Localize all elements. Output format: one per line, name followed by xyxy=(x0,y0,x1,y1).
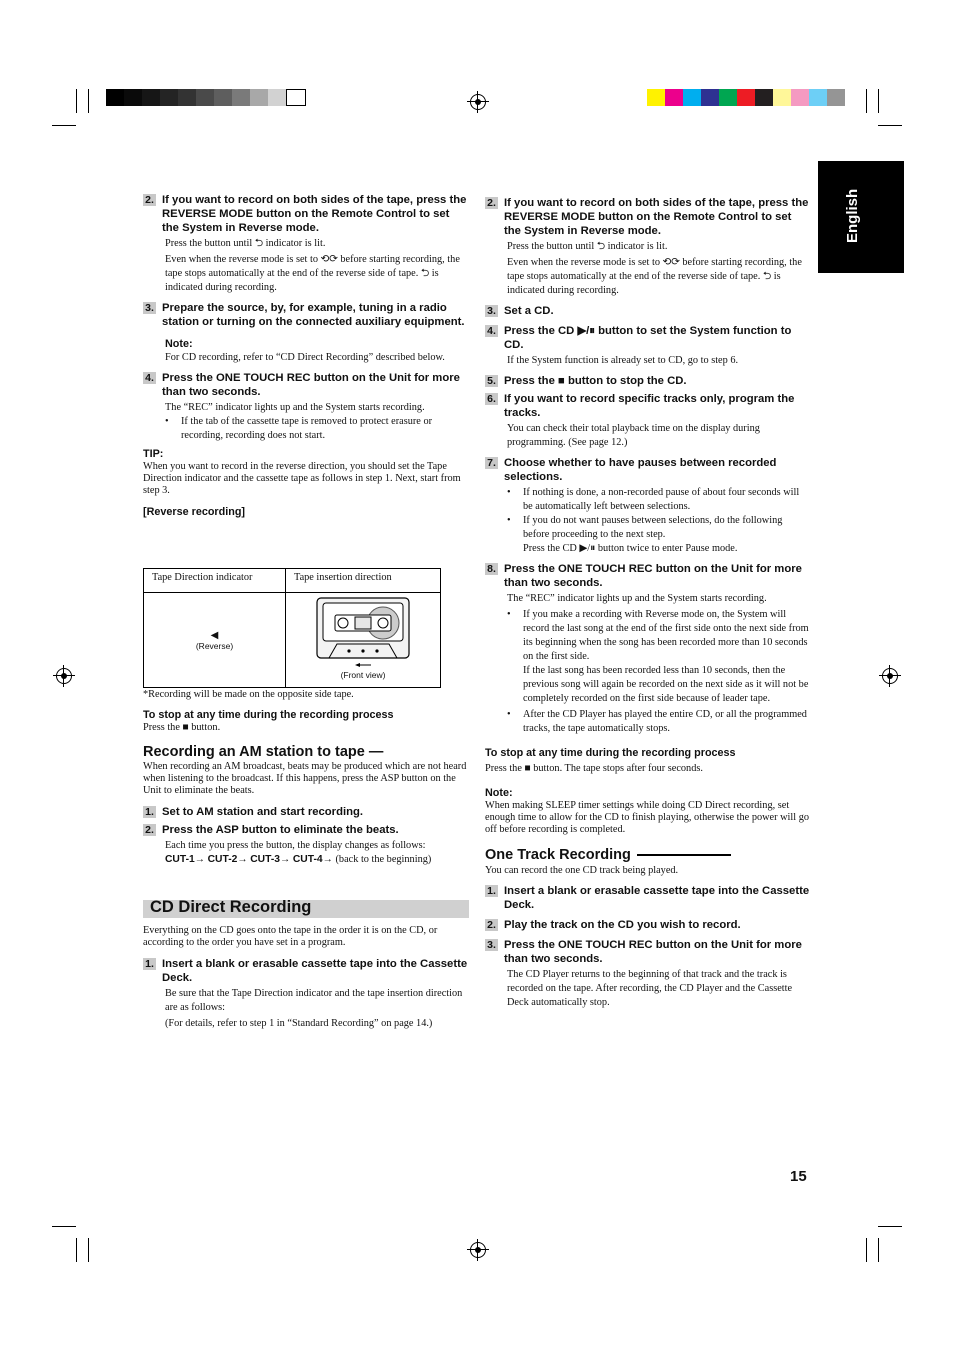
note-label: Note: xyxy=(165,338,193,350)
reverse-recording-label: [Reverse recording] xyxy=(143,506,246,518)
left-step-3: 3. Prepare the source, by, for example, tuning in a radio station or turning on the connected auxiliary equipment. xyxy=(143,301,469,329)
one-track-step-3: 3. Press the ONE TOUCH REC button on the Unit for more than two seconds. xyxy=(485,938,811,966)
tip-label: TIP: xyxy=(143,448,164,460)
text: Even when the reverse mode is set to ⟲⟳ before starting recording, the tape stops automatically at the end of the reverse side of tape. ⮌ is indicated during recording. xyxy=(165,254,460,293)
reverse-caption: (Reverse) xyxy=(195,640,234,651)
left-step-4: 4. Press the ONE TOUCH REC button on the Unit for more than two seconds. xyxy=(143,371,469,399)
text: If the System function is already set to CD, go to step 6. xyxy=(507,355,739,366)
right-step-8: 8. Press the ONE TOUCH REC button on the Unit for more than two seconds. xyxy=(485,562,811,590)
page-number: 15 xyxy=(790,1168,807,1185)
text: Press the button until ⮌ indicator is lit. xyxy=(507,241,668,252)
table-header: Tape insertion direction xyxy=(286,569,441,593)
right-step-4: 4. Press the CD ▶/⏸ button to set the System function to CD. xyxy=(485,324,811,352)
text: Each time you press the button, the display changes as follows: xyxy=(165,840,426,851)
stop-title: To stop at any time during the recording process xyxy=(143,709,394,721)
left-column xyxy=(143,193,469,519)
language-label: English xyxy=(844,188,861,243)
cd-direct-heading-bar xyxy=(143,900,469,918)
cd-direct-section xyxy=(143,925,469,1031)
text: The “REC” indicator lights up and the System starts recording. xyxy=(165,402,425,413)
registration-mark-left xyxy=(56,668,72,684)
registration-mark-top xyxy=(470,94,486,110)
am-step-2: 2. Press the ASP button to eliminate the beats. xyxy=(143,823,469,837)
one-track-intro: You can record the one CD track being played. xyxy=(485,865,679,876)
text: The “REC” indicator lights up and the System starts recording. xyxy=(507,593,767,604)
text: The CD Player returns to the beginning of that track and the track is recorded on the tape. After recording, the CD Player and the Cassette Deck automatically stop. xyxy=(507,969,793,1008)
text: (For details, refer to step 1 in “Standard Recording” on page 14.) xyxy=(165,1018,433,1029)
tip-text: When you want to record in the reverse direction, you should set the Tape Direction indicator and the cassette tape as follows in step 1. Next, start from step 3. xyxy=(143,461,461,496)
tape-insertion-cell xyxy=(286,593,441,688)
right-step-6: 6. If you want to record specific tracks only, program the tracks. xyxy=(485,392,811,420)
stop-text: Press the ■ button. The tape stops after four seconds. xyxy=(485,763,703,774)
reverse-recording-table xyxy=(143,568,441,688)
text: Even when the reverse mode is set to ⟲⟳ before starting recording, the tape stops automatically at the end of the reverse side of tape. ⮌ is indicated during recording. xyxy=(507,257,802,296)
text: You can check their total playback time on the display during programming. (See page 12.) xyxy=(507,423,760,448)
left-step-2: 2. If you want to record on both sides of the tape, press the REVERSE MODE button on the Remote Control to set the System in Reverse mode. xyxy=(143,193,469,235)
one-track-step-1: 1. Insert a blank or erasable cassette tape into the Cassette Deck. xyxy=(485,884,811,912)
registration-mark-bottom xyxy=(470,1242,486,1258)
am-step-1: 1. Set to AM station and start recording. xyxy=(143,805,469,819)
cd-intro: Everything on the CD goes onto the tape in the order it is on the CD, or according to the order you have set in a program. xyxy=(143,925,438,948)
front-view-caption: (Front view) xyxy=(340,670,386,680)
footnote: *Recording will be made on the opposite side tape. xyxy=(143,689,354,700)
text: Press the button until ⮌ indicator is lit. xyxy=(165,238,326,249)
cassette-tape-icon xyxy=(315,597,411,667)
bullet: • If you do not want pauses between selections, do the following before proceeding to the next step. xyxy=(485,514,811,542)
text: Be sure that the Tape Direction indicator and the tape insertion direction are as follows: xyxy=(165,988,463,1013)
am-heading: Recording an AM station to tape — xyxy=(143,744,384,760)
right-step-5: 5. Press the ■ button to stop the CD. xyxy=(485,374,811,388)
stop-text: Press the ■ button. xyxy=(143,722,221,733)
tape-direction-cell xyxy=(144,593,286,688)
right-column xyxy=(485,196,811,1010)
text: Press the CD ▶/⏸ button twice to enter Pause mode. xyxy=(523,543,738,554)
registration-mark-right xyxy=(882,668,898,684)
right-step-7: 7. Choose whether to have pauses between recorded selections. xyxy=(485,456,811,484)
reverse-arrow-icon: ◀ xyxy=(210,629,219,641)
table-header: Tape Direction indicator xyxy=(144,569,286,593)
left-column-lower xyxy=(143,688,469,867)
text: If the last song has been recorded less than 10 seconds, then the previous song will again be recorded on the next side as it will not be completely recorded on the first side because of leader tape. xyxy=(523,665,809,704)
bullet: • After the CD Player has played the entire CD, or all the programmed tracks, the tape automatically stops. xyxy=(485,708,811,736)
note-label: Note: xyxy=(485,787,513,799)
bullet: • If the tab of the cassette tape is removed to protect erasure or recording, recording does not start. xyxy=(143,415,469,443)
note-text: When making SLEEP timer settings while doing CD Direct recording, set enough time to allow for the CD to finish playing, otherwise the power will go off before recording is completed. xyxy=(485,800,810,835)
cd-step-1: 1. Insert a blank or erasable cassette tape into the Cassette Deck. xyxy=(143,957,469,985)
right-step-3: 3. Set a CD. xyxy=(485,304,811,318)
bullet: • If nothing is done, a non-recorded pause of about four seconds will be automatically left between selections. xyxy=(485,486,811,514)
cut-sequence: CUT-1→ CUT-2→ CUT-3→ CUT-4→ (back to the beginning) xyxy=(165,854,432,865)
heading-rule xyxy=(637,854,731,856)
am-intro: When recording an AM broadcast, beats may be produced which are not heard when listening to the broadcast. If this happens, press the ASP button on the Unit to eliminate the beats. xyxy=(143,761,467,796)
right-step-2: 2. If you want to record on both sides of the tape, press the REVERSE MODE button on the Remote Control to set the System in Reverse mode. xyxy=(485,196,811,238)
note-text: For CD recording, refer to “CD Direct Recording” described below. xyxy=(165,352,445,363)
language-tab xyxy=(818,161,904,273)
stop-title: To stop at any time during the recording process xyxy=(485,747,736,759)
one-track-step-2: 2. Play the track on the CD you wish to record. xyxy=(485,918,811,932)
cd-direct-heading: CD Direct Recording xyxy=(150,898,312,916)
one-track-heading: One Track Recording xyxy=(485,846,811,864)
bullet: • If you make a recording with Reverse mode on, the System will record the last song at the end of the first side onto the next side from its beginning when the song has been recorded more than 10 seconds on the first side. xyxy=(485,608,811,664)
